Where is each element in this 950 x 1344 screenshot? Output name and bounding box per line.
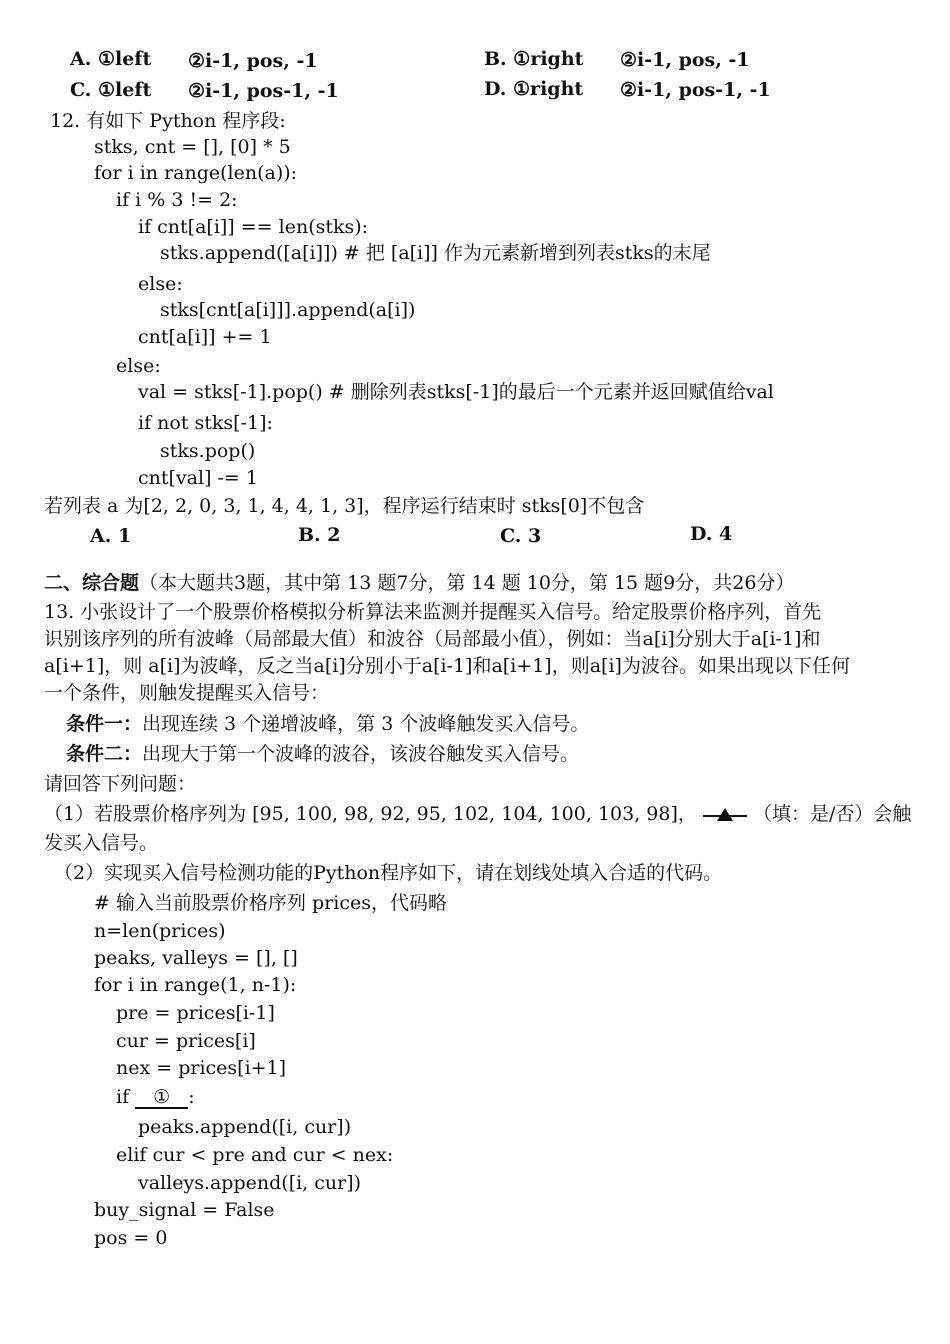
q13-code-line: elif cur < pre and cur < nex: (116, 1144, 394, 1166)
q11-option-c-label: C. ①left (70, 79, 152, 101)
q12-question: 若列表 a 为[2, 2, 0, 3, 1, 4, 4, 1, 3]，程序运行结束时 stks[0]不包含 (44, 495, 645, 517)
q11-option-d-label: D. ①right (484, 78, 584, 100)
q12-code-line: stks, cnt = [], [0] * 5 (94, 136, 291, 158)
answer-blank[interactable] (703, 801, 747, 817)
q12-code-line: stks.append([a[i]]) # 把 [a[i]] 作为元素新增到列表stks的末尾 (160, 242, 711, 264)
blank-1[interactable]: ① (135, 1087, 188, 1109)
q13-sub2: （2）实现买入信号检测功能的Python程序如下，请在划线处填入合适的代码。 (54, 862, 723, 884)
q13-code-line: nex = prices[i+1] (116, 1057, 287, 1079)
q13-code-line: pre = prices[i-1] (116, 1002, 275, 1024)
q12-code-line: cnt[val] -= 1 (138, 467, 258, 489)
q11-option-a-label: A. ①left (70, 48, 152, 70)
condition-one-label: 条件一： (66, 713, 143, 735)
if-keyword: if (116, 1086, 130, 1108)
q12-code-line: val = stks[-1].pop() # 删除列表stks[-1]的最后一个元素并返回赋值给val (138, 381, 774, 403)
q12-code-line: else: (116, 355, 161, 377)
q12-code-line: stks[cnt[a[i]]].append(a[i]) (160, 299, 416, 321)
q13-code-blank-line (116, 1084, 195, 1110)
q13-code-line: n=len(prices) (94, 920, 226, 942)
q11-option-b-label: B. ①right (484, 48, 584, 70)
q13-code-line: buy_signal = False (94, 1199, 275, 1221)
q12-code-line: stks.pop() (160, 440, 256, 462)
q13-sub1-continuation: 发买入信号。 (44, 832, 159, 854)
q11-option-a-value: ②i-1, pos, -1 (188, 50, 318, 72)
q12-code-line: if cnt[a[i]] == len(stks): (138, 216, 369, 238)
section-heading (44, 570, 794, 596)
q12-code-line: if i % 3 != 2: (116, 189, 238, 211)
q13-code-line: for i in range(1, n-1): (94, 974, 297, 996)
sub1-fill-hint: （填：是/否）会触 (752, 803, 912, 825)
q12-code-line: else: (138, 273, 183, 295)
q13-sub1-line (44, 801, 911, 827)
q12-code-line: for i in range(len(a)): (94, 162, 298, 184)
q13-code-line: pos = 0 (94, 1227, 168, 1249)
q13-code-line: peaks.append([i, cur]) (138, 1116, 352, 1138)
q13-paragraph-line: 13. 小张设计了一个股票价格模拟分析算法来监测并提醒买入信号。给定股票价格序列，首先 (44, 601, 822, 623)
q12-stem: 12. 有如下 Python 程序段: (50, 110, 286, 132)
q12-code-line: cnt[a[i]] += 1 (138, 326, 272, 348)
condition-one-text: 出现连续 3 个递增波峰，第 3 个波峰触发买入信号。 (142, 713, 590, 735)
colon: : (188, 1086, 195, 1108)
q13-code-line: cur = prices[i] (116, 1030, 256, 1052)
q13-paragraph-line: a[i+1]，则 a[i]为波峰，反之当a[i]分别小于a[i-1]和a[i+1]，则a[i]为波谷。如果出现以下任何 (44, 655, 850, 677)
q12-code-line: if not stks[-1]: (138, 412, 273, 434)
q12-option-d: D. 4 (690, 523, 733, 545)
condition-two-text: 出现大于第一个波峰的波谷，该波谷触发买入信号。 (142, 743, 580, 765)
q13-ask: 请回答下列问题： (44, 773, 197, 795)
q13-code-line: # 输入当前股票价格序列 prices，代码略 (94, 892, 447, 914)
q13-condition-one (66, 711, 589, 737)
section-description: （本大题共3题，其中第 13 题7分，第 14 题 10分，第 15 题9分，共26分） (139, 572, 795, 594)
condition-two-label: 条件二： (66, 743, 143, 765)
q11-option-c-value: ②i-1, pos-1, -1 (188, 80, 339, 102)
q13-code-line: peaks, valleys = [], [] (94, 947, 298, 969)
q13-paragraph-line: 识别该序列的所有波峰（局部最大值）和波谷（局部最小值），例如：当a[i]分别大于a[i-1]和 (44, 628, 821, 650)
q12-option-b: B. 2 (298, 524, 341, 546)
q13-code-line: valleys.append([i, cur]) (138, 1172, 362, 1194)
q11-option-b-value: ②i-1, pos, -1 (620, 49, 750, 71)
sub1-text: （1）若股票价格序列为 [95, 100, 98, 92, 95, 102, 104, 100, 103, 98]， (44, 803, 697, 825)
triangle-icon (717, 808, 733, 821)
q13-paragraph-line: 一个条件，则触发提醒买入信号： (44, 682, 330, 704)
section-title: 二、综合题 (44, 572, 140, 594)
q13-condition-two (66, 741, 579, 767)
q12-option-c: C. 3 (500, 525, 542, 547)
q12-option-a: A. 1 (90, 525, 132, 547)
q11-option-d-value: ②i-1, pos-1, -1 (620, 79, 771, 101)
